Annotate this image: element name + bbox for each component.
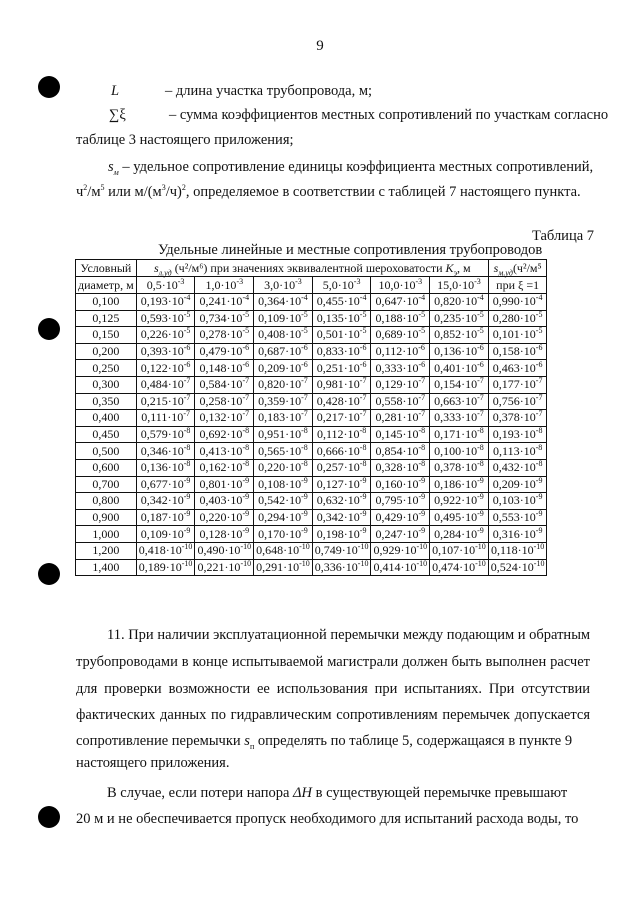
value-cell: $0,112\cdot 10^{-8}$ — [312, 426, 371, 443]
symbol-L: L — [111, 83, 120, 99]
value-cell: $0,820\cdot 10^{-7}$ — [254, 376, 313, 393]
value-cell: $0,333\cdot 10^{-7}$ — [430, 410, 489, 427]
value-cell: $0,647\cdot 10^{-4}$ — [371, 294, 430, 311]
table-row — [76, 410, 547, 427]
value-cell: $0,235\cdot 10^{-5}$ — [430, 310, 489, 327]
resistance-table — [75, 259, 547, 576]
value-cell: $0,479\cdot 10^{-6}$ — [195, 343, 254, 360]
diameter-cell: 1,400 — [76, 559, 137, 576]
value-cell: $0,524\cdot 10^{-10}$ — [488, 559, 547, 576]
header-last-sub: при ξ =1 — [488, 277, 547, 294]
value-cell: $0,112\cdot 10^{-6}$ — [371, 343, 430, 360]
diameter-cell: 0,900 — [76, 509, 137, 526]
header-linear-resistance: $s_{л.уд}$ (ч²/м⁶) при значениях эквивалентной шероховатости $K_э$, м — [136, 260, 488, 277]
value-cell: $0,241\cdot 10^{-4}$ — [195, 294, 254, 311]
value-cell: $0,692\cdot 10^{-8}$ — [195, 426, 254, 443]
value-cell: $0,220\cdot 10^{-9}$ — [195, 509, 254, 526]
value-cell: $0,565\cdot 10^{-8}$ — [254, 443, 313, 460]
value-cell: $0,484\cdot 10^{-7}$ — [136, 376, 195, 393]
table-row — [76, 426, 547, 443]
value-cell: $0,990\cdot 10^{-4}$ — [488, 294, 547, 311]
roughness-header-6: $15,0\cdot 10^{-3}$ — [430, 277, 489, 294]
roughness-header-4: $5,0\cdot 10^{-3}$ — [312, 277, 371, 294]
value-cell: $0,148\cdot 10^{-6}$ — [195, 360, 254, 377]
value-cell: $0,553\cdot 10^{-9}$ — [488, 509, 547, 526]
value-cell: $0,418\cdot 10^{-10}$ — [136, 542, 195, 559]
para11-line-2: трубопроводами в конце испытываемой магистрали должен быть выполнен расчет — [76, 654, 590, 670]
table-row — [76, 542, 547, 559]
value-cell: $0,542\cdot 10^{-9}$ — [254, 493, 313, 510]
value-cell: $0,432\cdot 10^{-8}$ — [488, 459, 547, 476]
value-cell: $0,107\cdot 10^{-10}$ — [430, 542, 489, 559]
value-cell: $0,558\cdot 10^{-7}$ — [371, 393, 430, 410]
value-cell: $0,226\cdot 10^{-5}$ — [136, 327, 195, 344]
para11-line-3: для проверки возможности ее использования при испытаниях. При отсутствии — [76, 681, 590, 697]
diameter-cell: 0,600 — [76, 459, 137, 476]
value-cell: $0,854\cdot 10^{-8}$ — [371, 443, 430, 460]
value-cell: $0,346\cdot 10^{-8}$ — [136, 443, 195, 460]
diameter-cell: 0,350 — [76, 393, 137, 410]
value-cell: $0,122\cdot 10^{-6}$ — [136, 360, 195, 377]
para11-line-1: 11. При наличии эксплуатационной перемычки между подающим и обратным — [107, 627, 591, 643]
diameter-cell: 0,300 — [76, 376, 137, 393]
diameter-cell: 0,200 — [76, 343, 137, 360]
value-cell: $0,136\cdot 10^{-6}$ — [430, 343, 489, 360]
value-cell: $0,101\cdot 10^{-5}$ — [488, 327, 547, 344]
value-cell: $0,183\cdot 10^{-7}$ — [254, 410, 313, 427]
roughness-header-2: $1,0\cdot 10^{-3}$ — [195, 277, 254, 294]
value-cell: $0,100\cdot 10^{-8}$ — [430, 443, 489, 460]
value-cell: $0,251\cdot 10^{-6}$ — [312, 360, 371, 377]
value-cell: $0,160\cdot 10^{-9}$ — [371, 476, 430, 493]
value-cell: $0,734\cdot 10^{-5}$ — [195, 310, 254, 327]
para11-line-4: фактических данных по гидравлическим сопротивлениям перемычек допускается — [76, 707, 590, 723]
diameter-cell: 0,125 — [76, 310, 137, 327]
table-row — [76, 310, 547, 327]
definition-L — [111, 82, 373, 100]
value-cell: $0,428\cdot 10^{-7}$ — [312, 393, 371, 410]
value-cell: $0,280\cdot 10^{-5}$ — [488, 310, 547, 327]
value-cell: $0,378\cdot 10^{-7}$ — [488, 410, 547, 427]
diameter-cell: 1,200 — [76, 542, 137, 559]
value-cell: $0,109\cdot 10^{-5}$ — [254, 310, 313, 327]
value-cell: $0,687\cdot 10^{-6}$ — [254, 343, 313, 360]
value-cell: $0,951\cdot 10^{-8}$ — [254, 426, 313, 443]
value-cell: $0,677\cdot 10^{-9}$ — [136, 476, 195, 493]
table-row — [76, 493, 547, 510]
value-cell: $0,187\cdot 10^{-9}$ — [136, 509, 195, 526]
value-cell: $0,162\cdot 10^{-8}$ — [195, 459, 254, 476]
punch-hole-4 — [38, 806, 60, 828]
value-cell: $0,145\cdot 10^{-8}$ — [371, 426, 430, 443]
diameter-cell: 0,700 — [76, 476, 137, 493]
value-cell: $0,103\cdot 10^{-9}$ — [488, 493, 547, 510]
value-cell: $0,801\cdot 10^{-9}$ — [195, 476, 254, 493]
diameter-cell: 1,000 — [76, 526, 137, 543]
roughness-header-5: $10,0\cdot 10^{-3}$ — [371, 277, 430, 294]
diameter-cell: 0,250 — [76, 360, 137, 377]
value-cell: $0,666\cdot 10^{-8}$ — [312, 443, 371, 460]
value-cell: $0,403\cdot 10^{-9}$ — [195, 493, 254, 510]
para-last-line-2: 20 м и не обеспечивается пропуск необходимого для испытаний расхода воды, то — [76, 811, 579, 827]
table-row — [76, 327, 547, 344]
value-cell: $0,648\cdot 10^{-10}$ — [254, 542, 313, 559]
value-cell: $0,257\cdot 10^{-8}$ — [312, 459, 371, 476]
para-last-line-1: В случае, если потери напора ΔH в существующей перемычке превышают — [107, 785, 568, 801]
punch-hole-1 — [38, 76, 60, 98]
value-cell: $0,328\cdot 10^{-8}$ — [371, 459, 430, 476]
value-cell: $0,132\cdot 10^{-7}$ — [195, 410, 254, 427]
table-caption: Удельные линейные и местные сопротивления трубопроводов — [158, 242, 543, 258]
value-cell: $0,188\cdot 10^{-5}$ — [371, 310, 430, 327]
table-row — [76, 476, 547, 493]
diameter-cell: 0,100 — [76, 294, 137, 311]
symbol-sm: s — [108, 159, 114, 175]
para11-line-5: сопротивление перемычки $s_п$ определять по таблице 5, содержащаяся в пункте 9 — [76, 733, 573, 751]
header-local-resistance: $s_{м.уд}(ч^2/м^5$ — [488, 260, 547, 277]
roughness-header-3: $3,0\cdot 10^{-3}$ — [254, 277, 313, 294]
table-row — [76, 343, 547, 360]
value-cell: $0,336\cdot 10^{-10}$ — [312, 559, 371, 576]
definition-L-text: – длина участка трубопровода, м; — [165, 83, 373, 99]
value-cell: $0,342\cdot 10^{-9}$ — [136, 493, 195, 510]
definition-sum — [109, 106, 609, 124]
table-row — [76, 443, 547, 460]
table-row — [76, 376, 547, 393]
value-cell: $0,364\cdot 10^{-4}$ — [254, 294, 313, 311]
table-row — [76, 294, 547, 311]
value-cell: $0,749\cdot 10^{-10}$ — [312, 542, 371, 559]
value-cell: $0,284\cdot 10^{-9}$ — [430, 526, 489, 543]
value-cell: $0,113\cdot 10^{-8}$ — [488, 443, 547, 460]
value-cell: $0,455\cdot 10^{-4}$ — [312, 294, 371, 311]
value-cell: $0,281\cdot 10^{-7}$ — [371, 410, 430, 427]
value-cell: $0,756\cdot 10^{-7}$ — [488, 393, 547, 410]
value-cell: $0,215\cdot 10^{-7}$ — [136, 393, 195, 410]
definition-sm-text: – удельное сопротивление единицы коэффициента местных сопротивлений, — [118, 159, 594, 175]
value-cell: $0,158\cdot 10^{-6}$ — [488, 343, 547, 360]
value-cell: $0,136\cdot 10^{-8}$ — [136, 459, 195, 476]
para11-line-6: настоящего приложения. — [76, 755, 230, 771]
value-cell: $0,584\cdot 10^{-7}$ — [195, 376, 254, 393]
definition-sm-cont: $ч^2/м^5$ или $м/(м^3/ч)^2$, определяемое в соответствии с таблицей 7 настоящего пункта. — [76, 183, 581, 200]
value-cell: $0,177\cdot 10^{-7}$ — [488, 376, 547, 393]
value-cell: $0,463\cdot 10^{-6}$ — [488, 360, 547, 377]
page-number: 9 — [316, 38, 324, 54]
value-cell: $0,393\cdot 10^{-6}$ — [136, 343, 195, 360]
definition-sum-text: – сумма коэффициентов местных сопротивлений по участкам согласно — [169, 107, 609, 123]
value-cell: $0,220\cdot 10^{-8}$ — [254, 459, 313, 476]
value-cell: $0,413\cdot 10^{-8}$ — [195, 443, 254, 460]
value-cell: $0,929\cdot 10^{-10}$ — [371, 542, 430, 559]
symbol-sum: ∑ξ — [109, 107, 126, 123]
value-cell: $0,217\cdot 10^{-7}$ — [312, 410, 371, 427]
definition-sum-cont: таблице 3 настоящего приложения; — [76, 132, 294, 148]
value-cell: $0,193\cdot 10^{-4}$ — [136, 294, 195, 311]
punch-hole-2 — [38, 318, 60, 340]
value-cell: $0,294\cdot 10^{-9}$ — [254, 509, 313, 526]
value-cell: $0,247\cdot 10^{-9}$ — [371, 526, 430, 543]
value-cell: $0,209\cdot 10^{-9}$ — [488, 476, 547, 493]
table-row — [76, 559, 547, 576]
diameter-cell: 0,400 — [76, 410, 137, 427]
diameter-cell: 0,150 — [76, 327, 137, 344]
value-cell: $0,359\cdot 10^{-7}$ — [254, 393, 313, 410]
value-cell: $0,414\cdot 10^{-10}$ — [371, 559, 430, 576]
value-cell: $0,189\cdot 10^{-10}$ — [136, 559, 195, 576]
diameter-cell: 0,500 — [76, 443, 137, 460]
value-cell: $0,198\cdot 10^{-9}$ — [312, 526, 371, 543]
value-cell: $0,663\cdot 10^{-7}$ — [430, 393, 489, 410]
value-cell: $0,258\cdot 10^{-7}$ — [195, 393, 254, 410]
value-cell: $0,154\cdot 10^{-7}$ — [430, 376, 489, 393]
value-cell: $0,795\cdot 10^{-9}$ — [371, 493, 430, 510]
value-cell: $0,342\cdot 10^{-9}$ — [312, 509, 371, 526]
value-cell: $0,109\cdot 10^{-9}$ — [136, 526, 195, 543]
value-cell: $0,221\cdot 10^{-10}$ — [195, 559, 254, 576]
value-cell: $0,408\cdot 10^{-5}$ — [254, 327, 313, 344]
value-cell: $0,333\cdot 10^{-6}$ — [371, 360, 430, 377]
value-cell: $0,209\cdot 10^{-6}$ — [254, 360, 313, 377]
table-row — [76, 393, 547, 410]
value-cell: $0,852\cdot 10^{-5}$ — [430, 327, 489, 344]
diameter-cell: 0,450 — [76, 426, 137, 443]
value-cell: $0,135\cdot 10^{-5}$ — [312, 310, 371, 327]
value-cell: $0,171\cdot 10^{-8}$ — [430, 426, 489, 443]
value-cell: $0,193\cdot 10^{-8}$ — [488, 426, 547, 443]
value-cell: $0,501\cdot 10^{-5}$ — [312, 327, 371, 344]
definition-sm: $s_м$ – удельное сопротивление единицы коэффициента местных сопротивлений, — [108, 159, 594, 177]
value-cell: $0,111\cdot 10^{-7}$ — [136, 410, 195, 427]
value-cell: $0,401\cdot 10^{-6}$ — [430, 360, 489, 377]
roughness-header-1: $0,5\cdot 10^{-3}$ — [136, 277, 195, 294]
value-cell: $0,474\cdot 10^{-10}$ — [430, 559, 489, 576]
value-cell: $0,922\cdot 10^{-9}$ — [430, 493, 489, 510]
table-row — [76, 459, 547, 476]
table-row — [76, 526, 547, 543]
value-cell: $0,128\cdot 10^{-9}$ — [195, 526, 254, 543]
value-cell: $0,378\cdot 10^{-8}$ — [430, 459, 489, 476]
value-cell: $0,129\cdot 10^{-7}$ — [371, 376, 430, 393]
value-cell: $0,291\cdot 10^{-10}$ — [254, 559, 313, 576]
value-cell: $0,278\cdot 10^{-5}$ — [195, 327, 254, 344]
header-diameter-unit: диаметр, м — [76, 277, 137, 294]
value-cell: $0,981\cdot 10^{-7}$ — [312, 376, 371, 393]
value-cell: $0,820\cdot 10^{-4}$ — [430, 294, 489, 311]
table-row — [76, 360, 547, 377]
table-row — [76, 509, 547, 526]
value-cell: $0,186\cdot 10^{-9}$ — [430, 476, 489, 493]
value-cell: $0,316\cdot 10^{-9}$ — [488, 526, 547, 543]
value-cell: $0,579\cdot 10^{-8}$ — [136, 426, 195, 443]
punch-hole-3 — [38, 563, 60, 585]
value-cell: $0,127\cdot 10^{-9}$ — [312, 476, 371, 493]
value-cell: $0,833\cdot 10^{-6}$ — [312, 343, 371, 360]
value-cell: $0,495\cdot 10^{-9}$ — [430, 509, 489, 526]
diameter-cell: 0,800 — [76, 493, 137, 510]
value-cell: $0,593\cdot 10^{-5}$ — [136, 310, 195, 327]
value-cell: $0,108\cdot 10^{-9}$ — [254, 476, 313, 493]
value-cell: $0,118\cdot 10^{-10}$ — [488, 542, 547, 559]
value-cell: $0,632\cdot 10^{-9}$ — [312, 493, 371, 510]
table-label: Таблица 7 — [532, 228, 595, 244]
value-cell: $0,170\cdot 10^{-9}$ — [254, 526, 313, 543]
value-cell: $0,689\cdot 10^{-5}$ — [371, 327, 430, 344]
header-diameter: Условный — [76, 260, 137, 277]
value-cell: $0,490\cdot 10^{-10}$ — [195, 542, 254, 559]
value-cell: $0,429\cdot 10^{-9}$ — [371, 509, 430, 526]
